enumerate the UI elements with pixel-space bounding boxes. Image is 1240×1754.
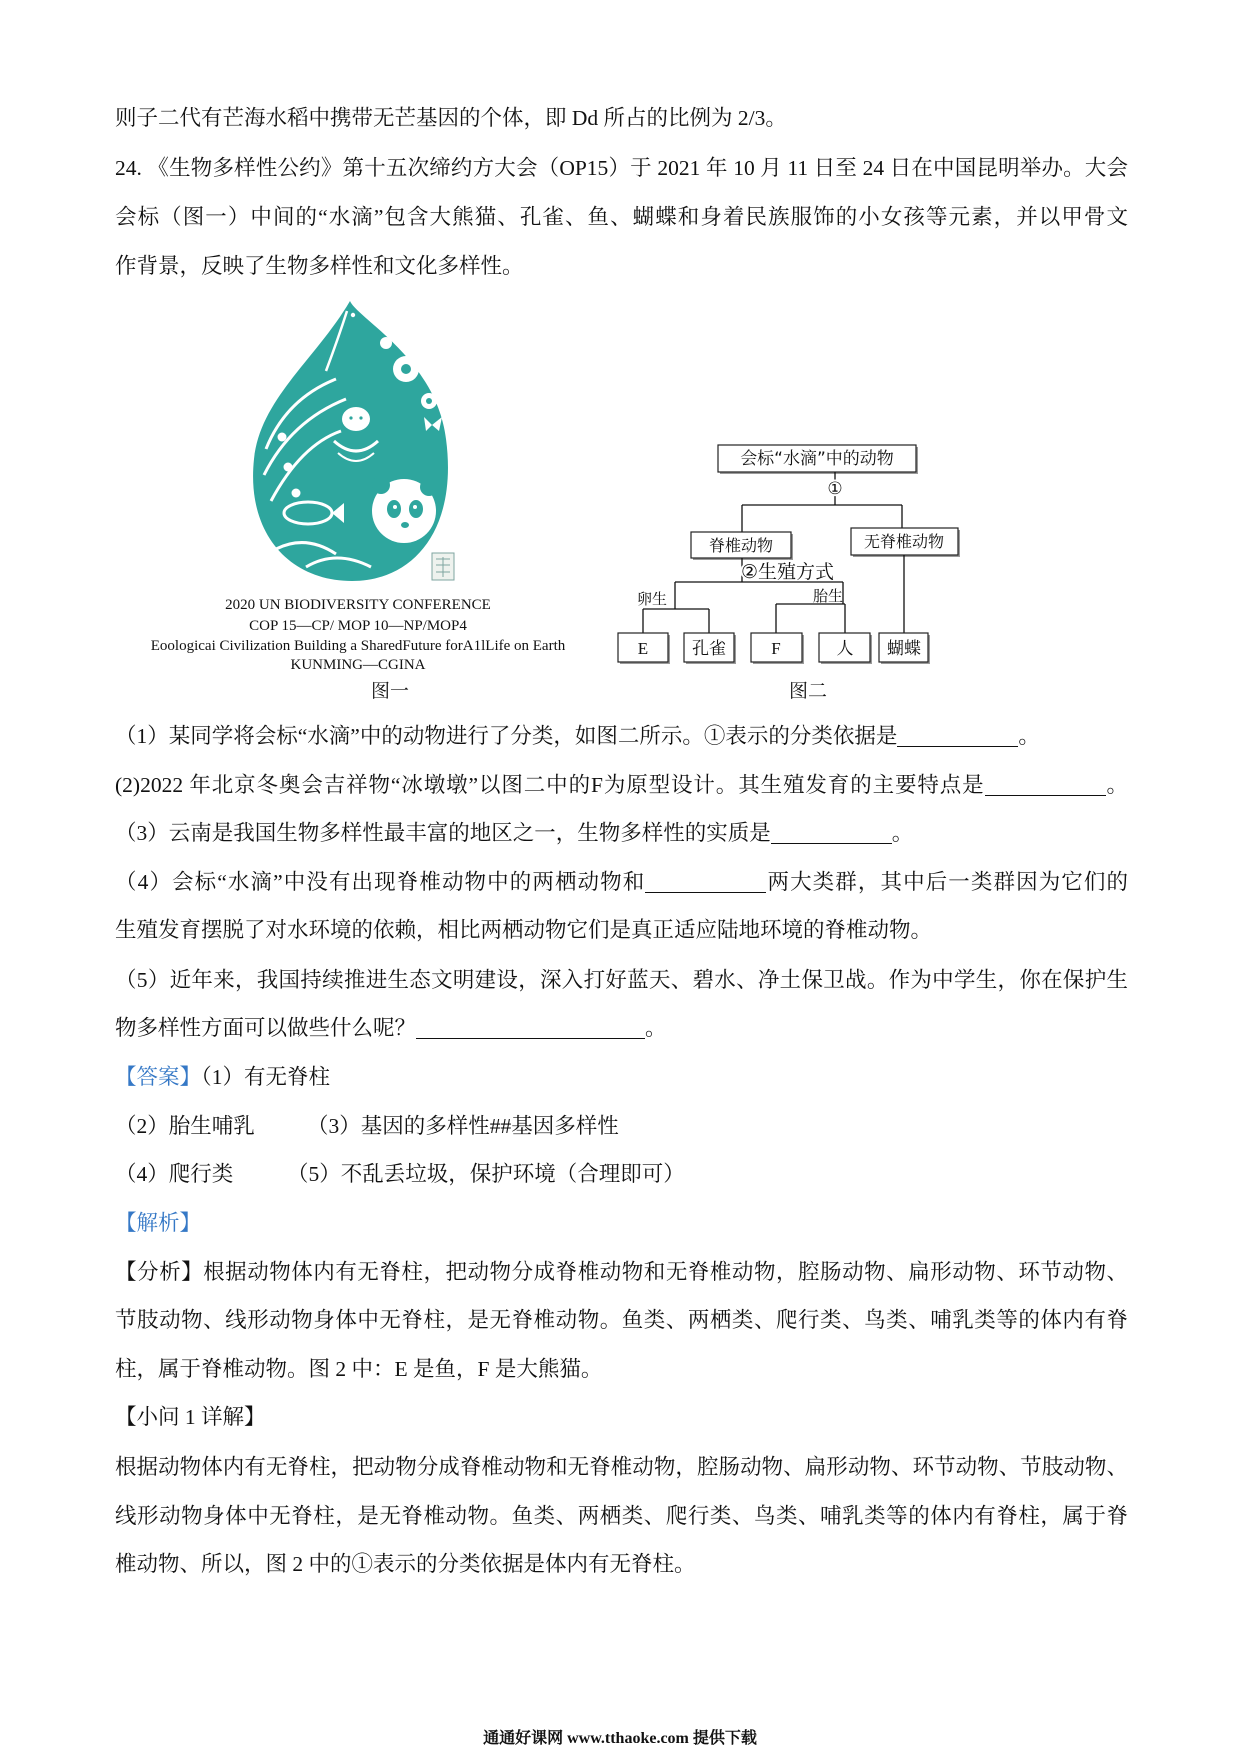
oviparous-label: 卵生 [637,590,668,608]
plum-flower [380,337,392,349]
answer-4: （4）爬行类 [115,1162,234,1186]
leaf-label-butterfly: 蝴蝶 [887,639,921,659]
logo-caption-line: KUNMING—CGINA [290,657,426,673]
answer-5: （5）不乱丢垃圾，保护环境（合理即可） [287,1162,685,1186]
panda-eye-patch [387,500,401,518]
panda-nose [401,522,409,528]
answer-blank [416,1018,645,1039]
answer-heading: 【答案】 [115,1065,202,1089]
intro-line-3: 会标（图一）中间的“水滴”包含大熊猫、孔雀、鱼、蝴蝶和身着民族服饰的小女孩等元素，并以甲骨文 [115,205,1128,229]
peacock-feather-eye [278,433,287,442]
answer-1: （1）有无脊柱 [201,1065,331,1089]
panda-ear [420,478,438,496]
question-5-end: 。 [645,1016,667,1040]
question-4-line-2: 生殖发育摆脱了对水环境的依赖，相比两栖动物它们是真正适应陆地环境的脊椎动物。 [115,918,933,942]
vertebrate-label: 脊椎动物 [708,536,774,555]
question-3-end: 。 [891,821,914,845]
viviparous-label: 胎生 [813,587,844,605]
question-4-line-1 [115,867,1128,897]
girl-eye [359,416,362,419]
question-2-end: 。 [1105,773,1128,797]
logo-caption-line: COP 15—CP/ MOP 10—NP/MOP4 [249,618,467,634]
intro-line-4: 作背景，反映了生物多样性和文化多样性。 [115,254,524,278]
peacock-feather-eye [284,463,293,472]
sub-question-1-heading: 【小问 1 详解】 [115,1405,266,1429]
panda-eye-patch [409,500,423,518]
explanation-heading: 【解析】 [115,1211,202,1235]
leaf-label-human: 人 [836,639,854,659]
intro-line-1: 则子二代有芒海水稻中携带无芒基因的个体，即 Dd 所占的比例为 2/3。 [115,106,787,130]
analysis-line-1: 【分析】根据动物体内有无脊柱，把动物分成脊椎动物和无脊椎动物，腔肠动物、扁形动物、环节动物、 [115,1260,1128,1284]
question-5-line-2 [115,1013,667,1043]
peacock-eye [351,313,355,317]
question-5-line-1: （5）近年来，我国持续推进生态文明建设，深入打好蓝天、碧水、净土保卫战。作为中学生，你在保护生 [115,968,1128,992]
classification-tree-diagram [600,430,980,680]
question-4-text: （4）会标“水滴”中没有出现脊椎动物中的两栖动物和 [115,870,646,894]
plum-flower-center [426,398,432,404]
panda-pupil [393,505,397,509]
figure-2-label: 图二 [789,681,828,702]
peacock-feather-eye [292,489,301,498]
sub-question-1-line-3: 椎动物、所以，图 2 中的①表示的分类依据是体内有无脊柱。 [115,1552,696,1576]
plum-flower-center [401,364,411,374]
panda-ear [372,476,390,494]
question-2-text: (2)2022 年北京冬奥会吉祥物“冰墩墩”以图二中的F为原型设计。其生殖发育的主要特点是 [115,773,985,797]
question-4-after-blank: 两大类群，其中后一类群因为它们的 [766,870,1128,894]
intro-line-2: 24. 《生物多样性公约》第十五次缔约方大会（OP15）于 2021 年 10 月 11 日至 24 日在中国昆明举办。大会 [115,156,1128,180]
question-1-text: （1）某同学将会标“水滴”中的动物进行了分类，如图二所示。①表示的分类依据是 [115,724,898,748]
sub-question-1-line-1: 根据动物体内有无脊柱，把动物分成脊椎动物和无脊椎动物，腔肠动物、扁形动物、环节动物、节肢动物、 [115,1455,1128,1479]
analysis-line-3: 柱，属于脊椎动物。图 2 中：E 是鱼，F 是大熊猫。 [115,1357,603,1381]
question-2 [115,770,1128,800]
answer-blank [985,775,1106,796]
question-5-text: 物多样性方面可以做些什么呢？ [115,1016,417,1040]
leaf-label-f: F [771,639,781,658]
question-3 [115,818,913,848]
panda-pupil [413,505,417,509]
invertebrate-label: 无脊椎动物 [863,532,945,551]
cop15-logo-image [246,299,458,583]
page-footer: 通通好课网 www.tthaoke.com 提供下载 [483,1730,757,1747]
root-label: 会标“水滴”中的动物 [740,449,894,469]
figure-1-label: 图一 [371,681,410,702]
girl-face [342,407,370,431]
leaf-label-e: E [637,639,649,658]
question-1 [115,721,1040,751]
leaf-label-peacock: 孔雀 [692,639,726,659]
answer-2: （2）胎生哺乳 [115,1114,255,1138]
answer-line-1 [115,1062,330,1092]
answer-blank [897,726,1018,747]
question-3-text: （3）云南是我国生物多样性最丰富的地区之一，生物多样性的实质是 [115,821,771,845]
question-1-end: 。 [1018,724,1040,748]
logo-caption-line: Eoologicai Civilization Building a SharedFuture forA1lLife on Earth [150,638,566,654]
girl-eye [349,416,352,419]
criterion-2-label: ②生殖方式 [741,561,835,583]
answer-blank [645,872,766,893]
answer-3: （3）基因的多样性##基因多样性 [307,1114,619,1138]
sub-question-1-line-2: 线形动物身体中无脊柱，是无脊椎动物。鱼类、两栖类、爬行类、鸟类、哺乳类等的体内有脊柱，属于脊 [115,1504,1128,1528]
analysis-line-2: 节肢动物、线形动物身体中无脊柱，是无脊椎动物。鱼类、两栖类、爬行类、鸟类、哺乳类等的体内有脊 [115,1308,1128,1332]
logo-caption-line: 2020 UN BIODIVERSITY CONFERENCE [225,597,491,613]
criterion-1-label: ① [827,479,843,499]
answer-blank [771,823,892,844]
